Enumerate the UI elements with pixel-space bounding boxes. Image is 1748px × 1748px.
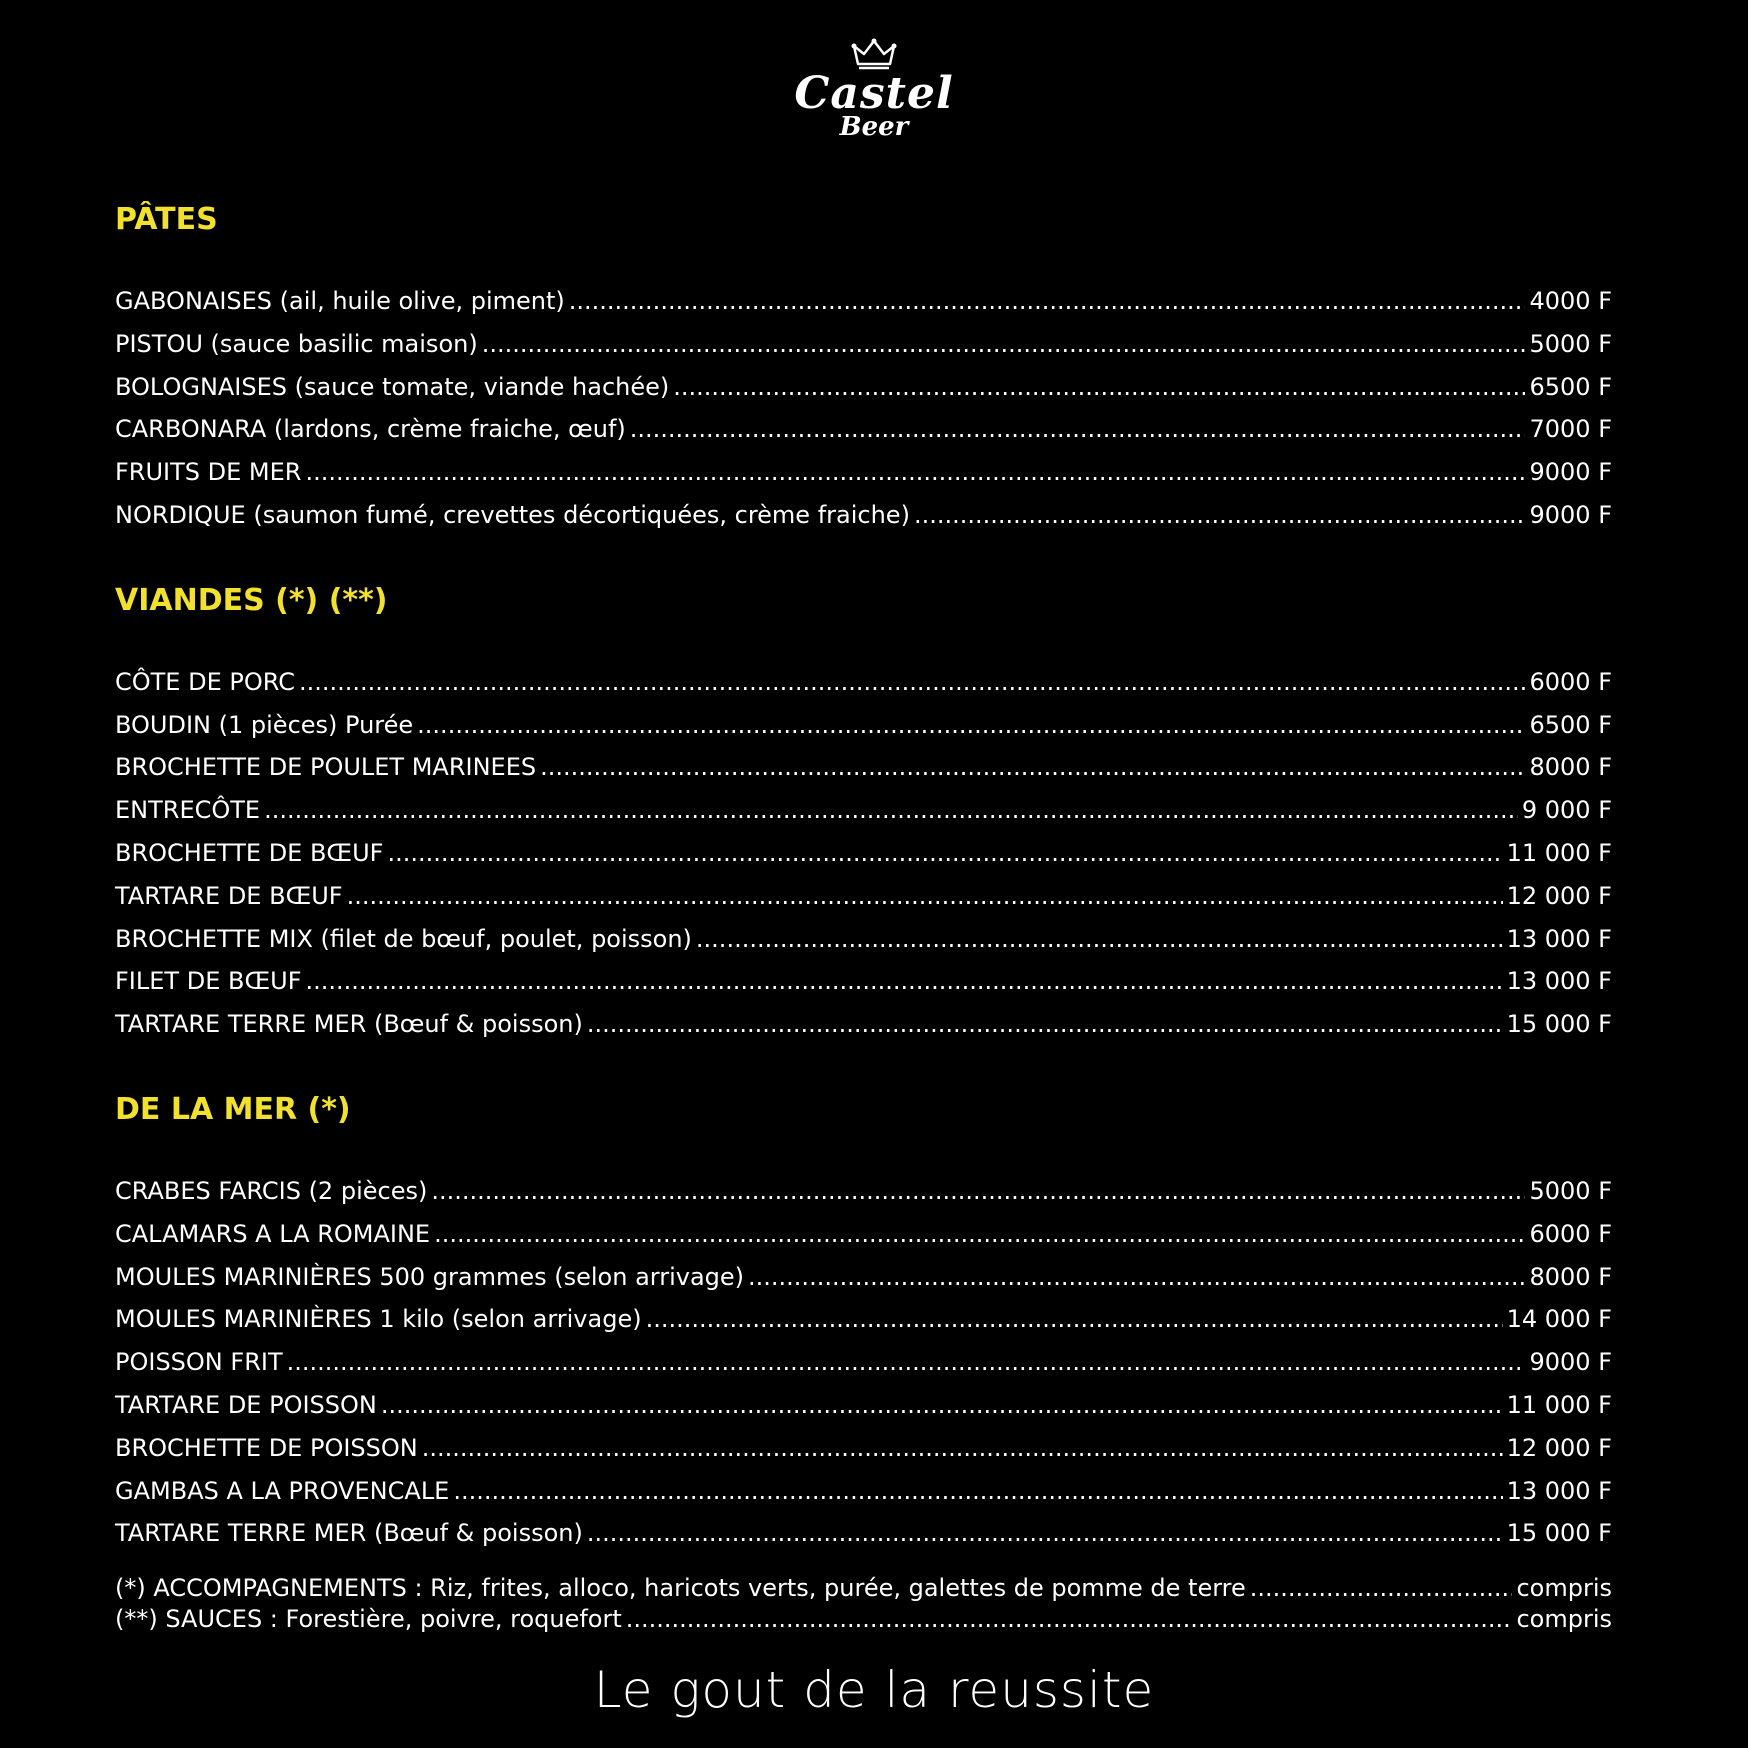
item-name: FILET DE BŒUF: [115, 967, 302, 996]
item-name: BOLOGNAISES (sauce tomate, viande hachée): [115, 372, 670, 401]
item-name: PISTOU (sauce basilic maison): [115, 329, 478, 358]
menu-item: [115, 832, 1612, 875]
dot-leader: [914, 501, 1526, 529]
dot-leader: [540, 753, 1525, 781]
note-value: compris: [1516, 1605, 1612, 1634]
note-text: (*) ACCOMPAGNEMENTS : Riz, frites, alloco, haricots verts, purée, galettes de pomme de terre: [115, 1574, 1246, 1603]
item-price: 14 000 F: [1506, 1305, 1612, 1334]
item-price: 5000 F: [1529, 1176, 1612, 1205]
menu-item: [115, 451, 1612, 494]
note-text: (**) SAUCES : Forestière, poivre, roquefort: [115, 1605, 622, 1634]
item-name: TARTARE TERRE MER (Bœuf & poisson): [115, 1519, 583, 1548]
section-items-de-la-mer: [115, 1170, 1612, 1555]
item-price: 9000 F: [1529, 500, 1612, 529]
menu-item: [115, 1256, 1612, 1299]
dot-leader: [347, 882, 1503, 910]
dot-leader: [305, 458, 1525, 486]
dot-leader: [1250, 1574, 1513, 1602]
item-price: 7000 F: [1529, 415, 1612, 444]
menu-item: [115, 494, 1612, 537]
brand-sub: Beer: [839, 112, 909, 142]
menu-item: [115, 1470, 1612, 1513]
menu-notes: [115, 1573, 1612, 1635]
dot-leader: [381, 1391, 1503, 1419]
slogan: Le gout de la reussite: [593, 1661, 1155, 1719]
dot-leader: [748, 1263, 1525, 1291]
menu-item: [115, 1170, 1612, 1213]
item-name: GABONAISES (ail, huile olive, piment): [115, 287, 565, 315]
section-title-viandes: VIANDES (*) (**): [115, 582, 388, 618]
item-name: CRABES FARCIS (2 pièces): [115, 1176, 428, 1205]
item-name: MOULES MARINIÈRES 500 grammes (selon arrivage): [115, 1262, 745, 1291]
dot-leader: [431, 1177, 1525, 1205]
dot-leader: [434, 1220, 1525, 1248]
section-items-viandes: [115, 661, 1612, 1046]
menu-item: [115, 918, 1612, 961]
item-name: GAMBAS A LA PROVENCALE: [115, 1476, 450, 1505]
dot-leader: [673, 373, 1525, 401]
dot-leader: [646, 1305, 1503, 1333]
menu-item: [115, 366, 1612, 409]
item-name: ENTRECÔTE: [115, 796, 261, 825]
item-price: 6000 F: [1529, 667, 1612, 696]
item-price: 11 000 F: [1506, 838, 1612, 867]
item-name: TARTARE DE BŒUF: [115, 881, 343, 910]
section-gap: [115, 1046, 1612, 1092]
item-price: 9000 F: [1529, 458, 1612, 487]
item-name: BROCHETTE MIX (filet de bœuf, poulet, poisson): [115, 924, 692, 953]
menu-item: [115, 280, 1612, 323]
item-name: CARBONARA (lardons, crème fraiche, œuf): [115, 415, 626, 444]
note-sauces: [115, 1604, 1612, 1635]
dot-leader: [587, 1010, 1503, 1038]
menu: [115, 202, 1612, 1635]
dot-leader: [287, 1348, 1526, 1376]
item-price: 15 000 F: [1506, 1010, 1612, 1039]
dot-leader: [569, 287, 1526, 315]
dot-leader: [482, 330, 1526, 358]
menu-item: [115, 746, 1612, 789]
note-accompagnements: [115, 1573, 1612, 1604]
dot-leader: [630, 415, 1526, 443]
item-name: NORDIQUE (saumon fumé, crevettes décortiquées, crème fraiche): [115, 500, 910, 529]
item-price: 9 000 F: [1521, 796, 1612, 825]
section-title-de-la-mer: DE LA MER (*): [115, 1091, 351, 1127]
menu-item: [115, 1384, 1612, 1427]
item-price: 8000 F: [1529, 1262, 1612, 1291]
dot-leader: [299, 668, 1526, 696]
menu-item: [115, 789, 1612, 832]
menu-item: [115, 323, 1612, 366]
section-gap: [115, 537, 1612, 583]
item-price: 6000 F: [1529, 1219, 1612, 1248]
item-price: 8000 F: [1529, 753, 1612, 782]
brand-logo: [0, 38, 1748, 140]
item-name: POISSON FRIT: [115, 1348, 283, 1377]
item-name: CALAMARS A LA ROMAINE: [115, 1219, 431, 1248]
item-name: BROCHETTE DE POULET MARINEES: [115, 753, 537, 782]
item-price: 11 000 F: [1506, 1390, 1612, 1419]
item-price: 13 000 F: [1506, 924, 1612, 953]
menu-item: [115, 1512, 1612, 1555]
menu-item: [115, 1213, 1612, 1256]
dot-leader: [696, 925, 1503, 953]
menu-item: [115, 875, 1612, 918]
menu-item: [115, 1341, 1612, 1384]
item-price: 6500 F: [1529, 372, 1612, 401]
item-price: 15 000 F: [1506, 1519, 1612, 1548]
item-name: BROCHETTE DE POISSON: [115, 1433, 418, 1462]
item-price: 12 000 F: [1506, 881, 1612, 910]
section-title-pates: PÂTES: [115, 202, 218, 237]
item-price: 12 000 F: [1506, 1433, 1612, 1462]
item-price: 5000 F: [1529, 329, 1612, 358]
menu-item: [115, 1298, 1612, 1341]
menu-item: [115, 661, 1612, 704]
dot-leader: [264, 796, 1518, 824]
dot-leader: [453, 1477, 1502, 1505]
item-price: 9000 F: [1529, 1348, 1612, 1377]
menu-item: [115, 1003, 1612, 1046]
menu-item: [115, 704, 1612, 747]
brand-name: Castel: [794, 68, 954, 119]
crown-icon: [850, 38, 898, 70]
item-price: 13 000 F: [1506, 1476, 1612, 1505]
dot-leader: [417, 711, 1525, 739]
item-price: 4000 F: [1529, 287, 1612, 315]
dot-leader: [306, 967, 1503, 995]
dot-leader: [387, 839, 1502, 867]
section-items-pates: [115, 280, 1612, 537]
menu-item: [115, 1427, 1612, 1470]
note-value: compris: [1516, 1574, 1612, 1603]
item-name: CÔTE DE PORC: [115, 667, 295, 696]
item-name: BROCHETTE DE BŒUF: [115, 838, 384, 867]
menu-item: [115, 960, 1612, 1003]
item-name: TARTARE TERRE MER (Bœuf & poisson): [115, 1010, 583, 1039]
menu-item: [115, 408, 1612, 451]
item-name: TARTARE DE POISSON: [115, 1390, 377, 1419]
item-price: 6500 F: [1529, 710, 1612, 739]
item-name: FRUITS DE MER: [115, 458, 302, 487]
item-price: 13 000 F: [1506, 967, 1612, 996]
dot-leader: [422, 1434, 1503, 1462]
item-name: MOULES MARINIÈRES 1 kilo (selon arrivage): [115, 1305, 642, 1334]
item-name: BOUDIN (1 pièces) Purée: [115, 710, 414, 739]
dot-leader: [587, 1519, 1503, 1547]
dot-leader: [626, 1605, 1513, 1633]
